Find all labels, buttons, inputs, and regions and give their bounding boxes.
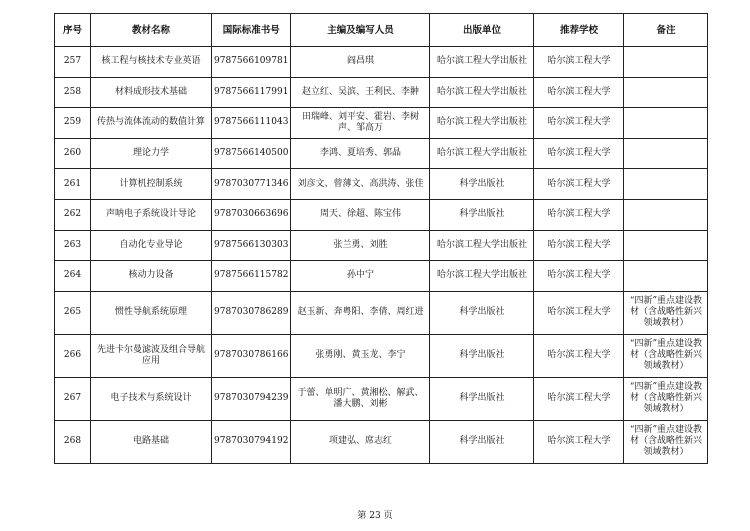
cell-authors: 赵玉新、奔粤阳、李倩、周红进: [291, 291, 430, 334]
cell-name: 自动化专业导论: [91, 230, 212, 261]
table-row: [55, 108, 708, 139]
cell-authors: 阎昌琪: [291, 47, 430, 78]
cell-isbn: 9787566109781: [212, 47, 291, 78]
textbook-table: [54, 13, 708, 464]
cell-school: 哈尔滨工程大学: [534, 261, 624, 292]
cell-seq: 268: [55, 420, 91, 463]
header-publisher: 出版单位: [430, 14, 534, 47]
cell-publisher: 科学出版社: [430, 291, 534, 334]
cell-publisher: 科学出版社: [430, 169, 534, 200]
cell-authors: 张勇刚、黄玉龙、李宁: [291, 334, 430, 377]
cell-school: 哈尔滨工程大学: [534, 47, 624, 78]
cell-note: “四新”重点建设教材（含战略性新兴领域教材）: [624, 334, 708, 377]
cell-note: [624, 108, 708, 139]
cell-publisher: 哈尔滨工程大学出版社: [430, 138, 534, 169]
cell-note: [624, 138, 708, 169]
cell-seq: 266: [55, 334, 91, 377]
cell-note: [624, 199, 708, 230]
header-note: 备注: [624, 14, 708, 47]
cell-seq: 260: [55, 138, 91, 169]
cell-authors: 张兰勇、刘胜: [291, 230, 430, 261]
table-row: [55, 377, 708, 420]
cell-publisher: 科学出版社: [430, 334, 534, 377]
cell-isbn: 9787566115782: [212, 261, 291, 292]
cell-isbn: 9787030771346: [212, 169, 291, 200]
cell-name: 声呐电子系统设计导论: [91, 199, 212, 230]
cell-seq: 267: [55, 377, 91, 420]
table-row: [55, 77, 708, 108]
table-row: [55, 47, 708, 78]
cell-publisher: 科学出版社: [430, 377, 534, 420]
cell-school: 哈尔滨工程大学: [534, 420, 624, 463]
header-authors: 主编及编写人员: [291, 14, 430, 47]
cell-school: 哈尔滨工程大学: [534, 169, 624, 200]
cell-name: 计算机控制系统: [91, 169, 212, 200]
table-row: [55, 169, 708, 200]
cell-isbn: 9787566111043: [212, 108, 291, 139]
cell-authors: 赵立红、吴滨、王利民、李翀: [291, 77, 430, 108]
header-isbn: 国际标准书号: [212, 14, 291, 47]
cell-seq: 257: [55, 47, 91, 78]
cell-name: 理论力学: [91, 138, 212, 169]
cell-name: 惯性导航系统原理: [91, 291, 212, 334]
cell-isbn: 9787030786289: [212, 291, 291, 334]
cell-seq: 263: [55, 230, 91, 261]
cell-isbn: 9787030663696: [212, 199, 291, 230]
cell-authors: 李鸿、夏培秀、郭晶: [291, 138, 430, 169]
cell-authors: 周天、徐超、陈宝伟: [291, 199, 430, 230]
table-row: [55, 138, 708, 169]
cell-school: 哈尔滨工程大学: [534, 199, 624, 230]
cell-authors: 孙中宁: [291, 261, 430, 292]
cell-seq: 261: [55, 169, 91, 200]
cell-name: 核工程与核技术专业英语: [91, 47, 212, 78]
cell-publisher: 哈尔滨工程大学出版社: [430, 77, 534, 108]
cell-publisher: 哈尔滨工程大学出版社: [430, 230, 534, 261]
header-seq: 序号: [55, 14, 91, 47]
cell-school: 哈尔滨工程大学: [534, 377, 624, 420]
header-school: 推荐学校: [534, 14, 624, 47]
cell-school: 哈尔滨工程大学: [534, 108, 624, 139]
cell-isbn: 9787566117991: [212, 77, 291, 108]
cell-name: 电子技术与系统设计: [91, 377, 212, 420]
table-row: [55, 420, 708, 463]
table-row: [55, 261, 708, 292]
table-row: [55, 291, 708, 334]
cell-isbn: 9787566140500: [212, 138, 291, 169]
cell-school: 哈尔滨工程大学: [534, 230, 624, 261]
cell-publisher: 哈尔滨工程大学出版社: [430, 47, 534, 78]
cell-publisher: 哈尔滨工程大学出版社: [430, 108, 534, 139]
cell-note: [624, 261, 708, 292]
cell-school: 哈尔滨工程大学: [534, 138, 624, 169]
cell-publisher: 科学出版社: [430, 420, 534, 463]
cell-isbn: 9787030794239: [212, 377, 291, 420]
cell-seq: 264: [55, 261, 91, 292]
table-row: [55, 230, 708, 261]
page-number: 第 23 页: [357, 511, 393, 521]
cell-note: “四新”重点建设教材（含战略性新兴领域教材）: [624, 377, 708, 420]
cell-seq: 258: [55, 77, 91, 108]
cell-note: “四新”重点建设教材（含战略性新兴领域教材）: [624, 291, 708, 334]
cell-name: 传热与流体流动的数值计算: [91, 108, 212, 139]
cell-isbn: 9787030786166: [212, 334, 291, 377]
cell-seq: 259: [55, 108, 91, 139]
cell-authors: 于蕾、单明广、黄湘松、解武、潘大鹏、刘彬: [291, 377, 430, 420]
cell-name: 核动力设备: [91, 261, 212, 292]
cell-note: [624, 169, 708, 200]
cell-note: [624, 77, 708, 108]
cell-isbn: 9787030794192: [212, 420, 291, 463]
cell-name: 先进卡尔曼滤波及组合导航应用: [91, 334, 212, 377]
cell-school: 哈尔滨工程大学: [534, 291, 624, 334]
cell-isbn: 9787566130303: [212, 230, 291, 261]
cell-authors: 刘彦文、曾薄文、高洪涛、张佳: [291, 169, 430, 200]
table-row: [55, 199, 708, 230]
cell-authors: 田瑞峰、刘平安、霍岩、李树声、邹高万: [291, 108, 430, 139]
cell-authors: 项建弘、席志红: [291, 420, 430, 463]
cell-seq: 262: [55, 199, 91, 230]
cell-publisher: 科学出版社: [430, 199, 534, 230]
cell-school: 哈尔滨工程大学: [534, 77, 624, 108]
table-row: [55, 334, 708, 377]
cell-publisher: 哈尔滨工程大学出版社: [430, 261, 534, 292]
cell-name: 电路基础: [91, 420, 212, 463]
cell-school: 哈尔滨工程大学: [534, 334, 624, 377]
cell-note: [624, 47, 708, 78]
header-row: [55, 14, 708, 47]
cell-name: 材料成形技术基础: [91, 77, 212, 108]
cell-seq: 265: [55, 291, 91, 334]
cell-note: [624, 230, 708, 261]
header-name: 教材名称: [91, 14, 212, 47]
cell-note: “四新”重点建设教材（含战略性新兴领域教材）: [624, 420, 708, 463]
